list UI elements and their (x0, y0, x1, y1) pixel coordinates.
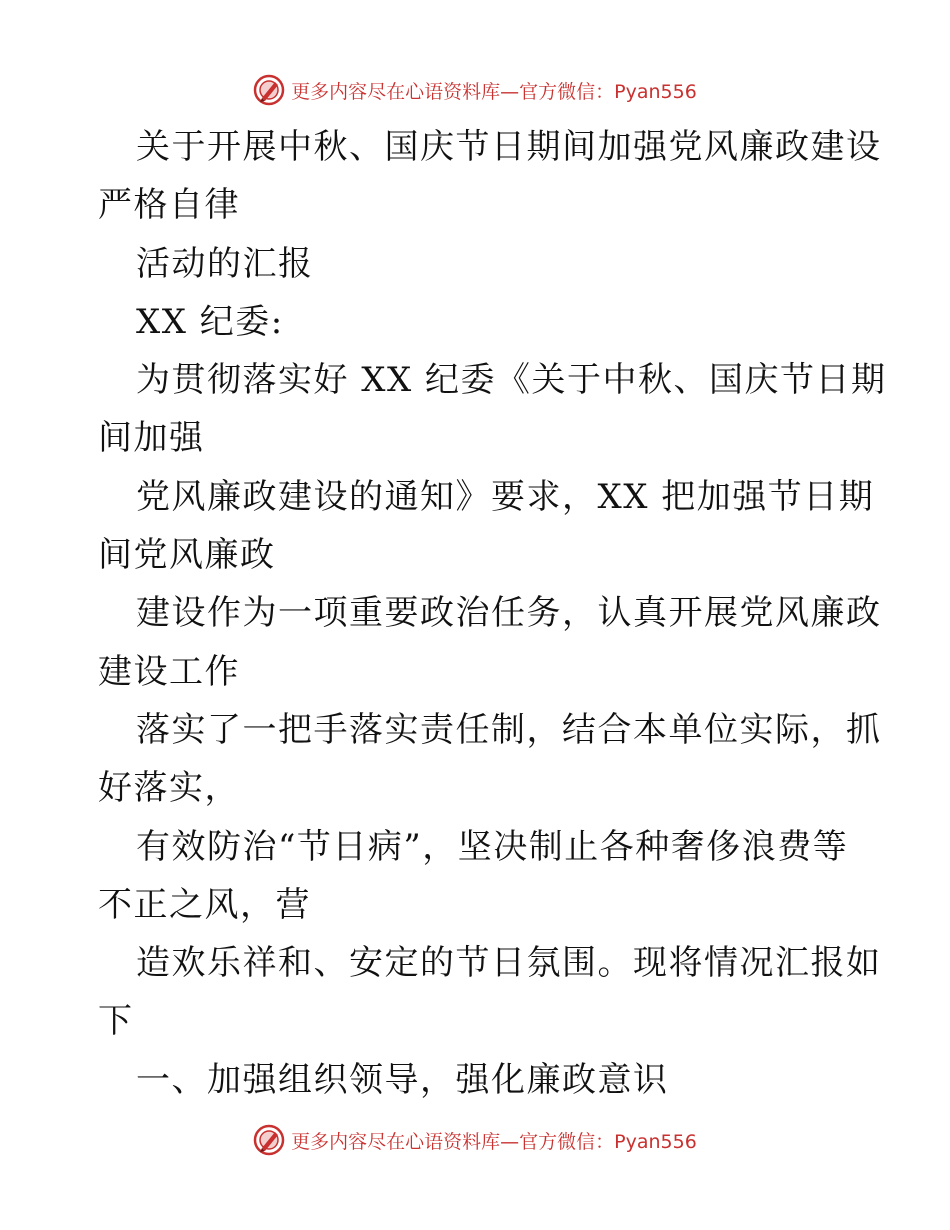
document-body (98, 118, 887, 1109)
document-line: 不正之风，营 (98, 884, 311, 925)
document-line: 有效防治“节日病”，坚决制止各种奢侈浪费等 (136, 826, 849, 867)
document-line: 造欢乐祥和、安定的节日氛围。现将情况汇报如 (136, 943, 882, 984)
pen-seal-logo-icon (253, 74, 285, 106)
document-line: 落实了一把手落实责任制，结合本单位实际，抓 (136, 709, 882, 750)
document-line: XX 纪委: (136, 301, 284, 342)
document-line: 党风廉政建设的通知》要求，XX 把加强节日期 (136, 476, 875, 517)
document-line: 为贯彻落实好 XX 纪委《关于中秋、国庆节日期 (136, 360, 887, 401)
document-line: 建设作为一项重要政治任务，认真开展党风廉政 (136, 593, 882, 634)
document-line: 关于开展中秋、国庆节日期间加强党风廉政建设 (136, 127, 882, 167)
watermark-banner-top (0, 70, 950, 110)
document-line: 间党风廉政 (98, 535, 276, 576)
document-line: 一、加强组织领导，强化廉政意识 (136, 1059, 669, 1100)
document-line: 好落实， (98, 768, 240, 809)
document-line: 建设工作 (98, 651, 240, 692)
document-line: 严格自律 (98, 185, 240, 226)
watermark-banner-bottom (0, 1120, 950, 1160)
watermark-banner-text: 更多内容尽在心语资料库—官方微信：Pyan556 (291, 80, 697, 103)
document-line: 下 (98, 1001, 134, 1042)
document-line: 间加强 (98, 418, 205, 459)
watermark-banner-text: 更多内容尽在心语资料库—官方微信：Pyan556 (291, 1130, 697, 1153)
document-line: 活动的汇报 (136, 243, 314, 284)
pen-seal-logo-icon (253, 1124, 285, 1156)
